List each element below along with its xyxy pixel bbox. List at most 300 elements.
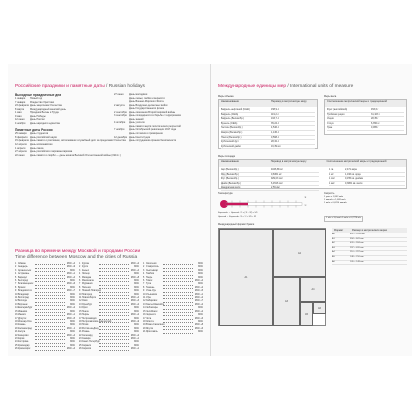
paper-format-name: A1 [332,237,335,240]
timezone-index: 19 [15,324,18,327]
timezone-city: Ярославль [146,331,158,334]
timezone-diff: МСК +8 [130,276,139,279]
speed-block [324,196,407,220]
measure-name: Баррель (США) [221,112,239,116]
dot-leader [35,318,65,320]
timezone-city: Оренбург [82,303,93,306]
holiday-name: День космонавтики [30,143,53,147]
timezone-diff: МСК [70,341,75,344]
holiday-name: День Октябрьской революции 1917 года [129,128,176,132]
holiday-name: День семьи, любви и верности [129,96,165,100]
format-a3-rect: A3 [273,277,300,326]
timezone-index: 10 [143,293,146,296]
timezone-diff: МСК +4 [130,297,139,300]
timezone-diff: МСК +1 [130,348,139,351]
timezone-diff: МСК +3 [130,300,139,303]
holiday-name: День российского парламентаризма [30,150,73,154]
dot-leader [35,280,65,282]
timezone-title-en: Time difference between Moscow and the cities of Russia [15,255,138,260]
timezone-index: 8 [143,286,145,289]
timezone-diff: МСК [198,331,203,334]
holiday-date: 25 января [15,132,27,136]
weight-table-head: Соотношение метрической меры и традиционной [325,100,406,107]
timezone-index: 25 [15,344,18,347]
holiday-date: 1 мая [15,111,22,115]
holidays-column-2 [114,93,184,143]
timezone-diff: МСК +2 [194,310,203,313]
timezone-city: Белгород [18,280,28,283]
paper-format-name: A0 [332,233,335,235]
timezone-city: Новосибирск [82,297,96,300]
timezone-index: 2 [15,266,17,269]
holiday-date: 4 октября [114,121,126,125]
holiday-row [15,153,121,158]
dot-leader [35,297,65,299]
timezone-index: 7 [79,283,81,286]
timezone-city: Барнаул [18,276,28,279]
holiday-name: День народного единства [30,121,60,125]
timezone-city: Петропавловск-Камчатский [82,320,112,323]
dot-leader [163,304,193,306]
timezone-index: 14 [79,307,82,310]
timezone-city: Петрозаводск [82,317,97,320]
timezone-city: Калуга [18,331,26,334]
dot-leader [35,328,65,330]
fahrenheit-label: °F [304,197,307,199]
area-table [218,159,407,189]
timezone-city: Иркутск [18,317,27,320]
dot-leader [35,294,65,296]
dot-leader [99,324,129,326]
paper-format-size: 210 × 297 мм [350,251,364,254]
timezone-diff: МСК [134,266,139,269]
timezone-index: 10 [15,293,18,296]
format-a1-rect: A1 [219,229,273,326]
dot-leader [99,287,129,289]
format-a2-rect: A2 [273,229,326,277]
weight-title: Меры веса [324,95,337,98]
volume-table-head: Наименование Перевод в метрическую меру [219,100,317,107]
timezone-diff: МСК +8 [194,324,203,327]
timezone-city: Ростов-на-Дону [82,327,99,330]
dot-leader [99,266,129,268]
dot-leader [163,294,193,296]
volume-title: Меры объема [218,95,234,98]
dot-leader [163,311,193,313]
timezone-row [143,331,203,334]
holiday-date: 12 июня [15,118,25,122]
timezone-index: 8 [15,286,17,289]
timezone-index: 20 [79,327,82,330]
measure-name: 1 м² [329,172,334,176]
timezone-diff: МСК [70,293,75,296]
timezone-index: 8 [79,286,81,289]
timezone-diff: МСК +5 [66,317,75,320]
timezone-diff: МСК [134,317,139,320]
volume-table [218,99,318,149]
dot-leader [163,283,193,285]
timezone-city: Челябинск [146,310,158,313]
timezone-city: Смоленск [146,263,157,265]
holiday-name: День Государственного флага [129,107,164,111]
timezone-city: Махачкала [82,280,94,283]
timezone-index: 4 [15,273,17,276]
timezone-city: Пенза [82,310,89,313]
timezone-index: 18 [143,320,146,323]
measure-row [221,186,319,191]
timezone-diff: МСК +9 [66,266,75,269]
timezone-diff: МСК +7 [194,300,203,303]
timezone-city: Хабаровск [146,300,158,303]
timezone-city: Ханты-Мансийск [146,303,164,306]
timezone-diff: МСК [134,283,139,286]
timezone-index: 18 [79,320,82,323]
measure-name: Кубический фут [221,140,239,144]
timezone-diff: МСК [134,341,139,344]
dot-leader [163,277,193,279]
holidays-list-2 [114,93,184,143]
dot-leader [99,300,129,302]
timezone-diff: МСК +4 [194,280,203,283]
timezone-index: 4 [79,273,81,276]
measure-value: 6,4516 см² [271,181,283,185]
timezone-index: 1 [15,263,17,265]
timezone-city: Архангельск [18,269,32,272]
dot-leader [35,335,65,337]
dot-leader [35,331,65,333]
timezone-diff: МСК [70,286,75,289]
timezone-index: 22 [15,334,18,337]
volume-rows [221,108,315,149]
dot-leader [99,345,129,347]
measure-name: 1 га [329,168,334,171]
measure-name: Квадратная миля [221,186,241,190]
measure-name: Галлон (Великобр.) [221,126,243,130]
timezone-diff: МСК +9 [130,320,139,323]
timezone-city: Томск [146,280,153,283]
weight-table [324,99,407,135]
measure-name: Гран [327,126,333,130]
timezone-index: 14 [15,307,18,310]
timezone-diff: МСК [134,324,139,327]
paper-rows [332,233,407,265]
paper-format-name: A6 [332,260,335,263]
measure-name: Унция [327,117,334,121]
timezone-city: Тамбов [146,273,154,276]
timezone-diff: МСК [70,300,75,303]
timezone-diff: МСК +1 [130,337,139,340]
dot-leader [163,297,193,299]
timezone-city: Саратов [82,348,91,351]
paper-format-name: A2 [332,242,335,245]
timezone-diff: МСК [198,266,203,269]
dot-leader [163,280,193,282]
measure-value: 163,7 л [271,117,280,121]
timezone-diff: МСК +4 [66,334,75,337]
timezone-city: Сыктывкар [146,269,158,272]
holiday-name: Новый год [30,97,43,100]
paper-title: Международный формат бумаги [218,223,255,226]
timezone-city: Абакан [18,263,26,265]
timezone-index: 20 [15,327,18,330]
timezone-column-3 [143,263,203,335]
holidays-section-title: Выходные праздничные дни [15,93,62,97]
measure-value: 35,24 л [271,121,280,125]
speed-line: 1 узел = 1,852 км/ч [324,196,344,198]
holiday-name: День молодёжи [129,93,148,96]
holiday-name: Рождество Христово [30,100,55,104]
dot-leader [35,273,65,275]
timezone-index: 11 [79,297,82,300]
measure-name: Фут (Великобр.) [221,177,239,181]
holiday-name: День студентов [30,132,49,136]
timezone-city: Уфа [146,297,151,300]
timezone-index: 14 [143,307,146,310]
spread-gutter [210,64,211,356]
timezone-city: Южно-Сахалинск [146,324,165,327]
holiday-name: День Воздушно-десантных войск [129,103,168,107]
paper-format-size: 297 × 420 мм [350,246,364,249]
timezone-diff: МСК [70,303,75,306]
measure-value: 1,196 кв. ярда [345,172,361,176]
timezone-diff: МСК +6 [194,317,203,320]
holiday-name: День Победы [30,114,46,118]
timezone-city: Саранск [82,344,91,347]
timezone-city: Екатеринбург [18,307,33,310]
dot-leader [35,345,65,347]
timezone-city: Рязань [82,331,90,334]
timezone-city: Липецк [82,273,90,276]
dot-leader [99,307,129,309]
holiday-name: День солидарности в борьбе с терроризмом [129,114,181,118]
timezone-diff: МСК +1 [66,273,75,276]
timezone-diff: МСК –1 [66,327,75,330]
timezone-city: Тюмень [146,286,155,289]
timezone-index: 1 [143,263,145,265]
timezone-city: Чита [146,317,152,320]
holiday-date: 1 апреля [15,146,26,150]
timezone-table [15,263,205,353]
timezone-city: Иваново [18,310,28,313]
holiday-name: День сотрудников органов безопасности [129,139,177,143]
timezone-diff: МСК [134,286,139,289]
timezone-column-1 [15,263,75,352]
paper-row [332,261,407,266]
timezone-diff: МСК +7 [66,290,75,293]
dot-leader [163,314,193,316]
holiday-name: День Конституции [129,135,151,139]
thermometer-icon [218,196,308,212]
holiday-date: 23 февраля [15,104,29,108]
holiday-row [15,122,75,126]
timezone-diff: МСК [198,269,203,272]
timezone-city: Кемерово [18,334,29,337]
dot-leader [99,280,129,282]
timezone-index: 16 [143,314,146,317]
measure-name: Баррель нефтяной (США) [221,108,250,111]
area-ratio-rows [329,168,405,186]
dot-leader [163,273,193,275]
holiday-name: День памяти о россиянах, исполнявших служебный долг за пределами Отечества [30,139,126,143]
dot-leader [99,318,129,320]
timezone-diff: МСК +2 [130,334,139,337]
timezone-diff: МСК [134,327,139,330]
timezone-diff: МСК [198,307,203,310]
timezone-diff: МСК [134,290,139,293]
dot-leader [99,348,129,350]
timezone-index: 11 [143,297,146,300]
timezone-city: Пермь [82,314,89,317]
timezone-diff: МСК [70,280,75,283]
measure-row [329,182,405,187]
paper-format-size: 148 × 210 мм [350,255,364,258]
dot-leader [35,287,65,289]
dot-leader [35,348,65,350]
measure-value: 929,03 см² [271,177,283,181]
measure-name: Дюйм (Великобр.) [221,181,241,185]
holiday-date: 7 января [15,100,26,104]
timezone-diff: МСК +2 [194,297,203,300]
dot-leader [99,314,129,316]
timezone-index: 13 [143,303,146,306]
measure-name: Ярд (Великобр.) [221,172,239,176]
timezone-index: 13 [79,303,82,306]
dot-leader [35,300,65,302]
timezone-diff: МСК [134,310,139,313]
measure-value: 0,568 л [271,135,280,139]
holidays-list [15,97,75,125]
measures-title: Международные единицы мер / International units of measure [218,84,354,89]
timezone-index: 25 [79,344,82,347]
holiday-name: День памяти и скорби — день начала Великой Отечественной войны (1941 г.) [30,153,121,157]
timezone-index: 9 [79,290,81,293]
timezone-city: Воронеж [18,303,28,306]
timezone-index: 2 [79,266,81,269]
timezone-index: 3 [15,269,17,272]
timezone-index: 22 [79,334,82,337]
holiday-date: 12 декабря [114,135,128,139]
measure-name: Кварта (Великобр.) [221,130,243,134]
timezone-city: Астрахань [18,273,30,276]
holiday-date: 9 мая [15,114,22,118]
timezone-diff: МСК +4 [66,263,75,265]
dot-leader [163,266,193,268]
timezone-diff: МСК [198,283,203,286]
paper-format-name: A5 [332,255,335,258]
timezone-index: 5 [15,276,17,279]
timezone-city: Тула [146,283,151,286]
timezone-index: 19 [143,324,146,327]
dot-leader [163,324,193,326]
timezone-city: Владивосток [18,290,32,293]
dot-leader [99,321,129,323]
dot-leader [35,263,65,265]
timezone-city: Анадырь [18,266,28,269]
holiday-date: 8 марта [15,107,25,111]
paper-table-head: Формат Размер в метрических мерах [332,228,407,233]
dot-leader [35,311,65,313]
timezone-index: 4 [143,273,145,276]
timezone-diff: МСК +4 [130,269,139,272]
holiday-date: 27 апреля [15,150,27,154]
timezone-diff: МСК +6 [194,327,203,330]
timezone-city: Брянск [18,286,26,289]
left-page [10,64,210,356]
timezone-index: 16 [15,314,18,317]
dot-leader [35,277,65,279]
dot-leader [163,331,193,333]
timezone-city: Курган [82,263,90,265]
dot-leader [163,307,193,309]
timezone-city: Санкт-Петербург [82,341,101,344]
dot-leader [163,290,193,292]
measure-row [221,145,315,150]
dot-leader [35,283,65,285]
measure-value: 28,32 л [271,140,280,144]
format-a4-rect: A4 [300,277,326,302]
dot-leader [99,273,129,275]
timezone-diff: МСК [70,269,75,272]
dot-leader [35,304,65,306]
timezone-index: 15 [143,310,146,313]
dot-leader [99,263,129,265]
timezone-city: Черкесск [146,314,156,317]
timezone-diff: МСК [134,344,139,347]
timezone-diff: МСК +4 [66,348,75,351]
holidays-title: Российские праздники и памятные даты / Russian holidays [15,84,145,89]
timezone-city: Мурманск [82,283,93,286]
measure-value: 28,35 г [371,117,379,121]
timezone-city: Нальчик [82,286,91,289]
holiday-date: 3 сентября [114,114,127,118]
format-a6-rect: A6 [313,302,326,314]
timezone-diff: МСК [198,320,203,323]
timezone-index: 24 [15,341,18,344]
timezone-index: 21 [143,331,146,334]
dot-leader [35,290,65,292]
timezone-city: Вологда [18,300,27,303]
measure-value: 0,8361 м² [271,172,282,176]
timezone-index: 12 [143,300,146,303]
measure-name: Стоун [327,121,334,125]
timezone-diff: МСК +2 [130,303,139,306]
dot-leader [99,294,129,296]
timezone-index: 24 [79,341,82,344]
right-page [212,64,412,356]
paper-format-size: 420 × 594 мм [350,242,364,245]
timezone-index: 11 [15,297,18,300]
formula-c-to-f: Цельсий → Фаренгейт: °F = °C × 9/5 + 32 [218,215,257,218]
timezone-diff: МСК [134,280,139,283]
timezone-index: 26 [15,348,18,351]
timezone-city: Нижний Новгород [82,290,102,293]
dot-leader [99,297,129,299]
timezone-city: Кызыл [82,269,90,272]
timezone-city: Псков [82,324,89,327]
measure-name: Кубический дюйм [221,144,241,148]
holiday-name: День памяти жертв политических репрессий [129,124,181,128]
memorial-section-title: Памятные даты России [15,128,53,133]
timezone-index: 21 [79,331,82,334]
timezone-diff: МСК [134,293,139,296]
timezone-diff: МСК [70,320,75,323]
measure-row [327,126,404,131]
timezone-index: 23 [79,337,82,340]
dot-leader [35,314,65,316]
timezone-diff: МСК [134,307,139,310]
dot-leader [99,341,129,343]
area-table-head: Наименование Перевод в метрическую меру Соотношение метрической меры и традиционной [219,160,406,167]
